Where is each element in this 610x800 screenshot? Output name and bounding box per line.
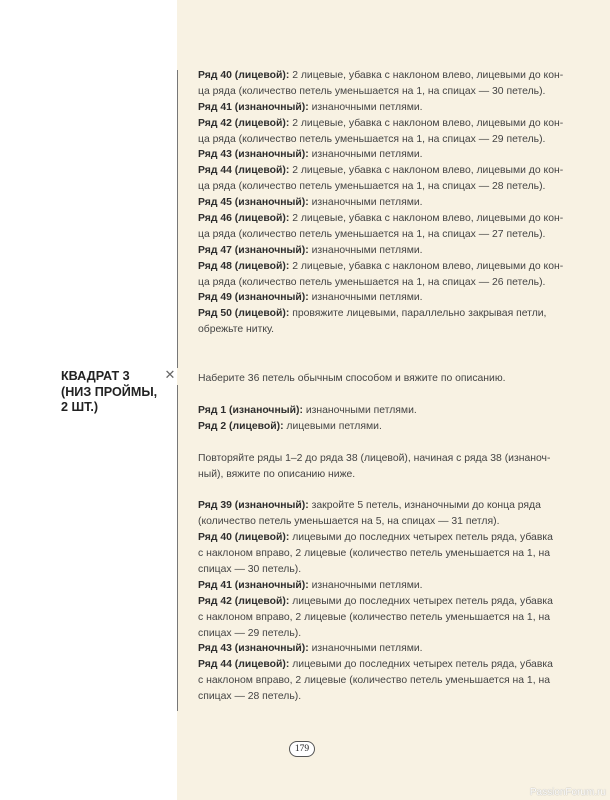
row-text: спицах — 28 петель). [198,691,302,703]
row-text: провяжите лицевыми, параллельно закрывая петли, [289,308,547,320]
row-text: изнаночными петлями. [308,101,423,113]
row-label: Ряд 45 (изнаночный): [198,197,309,209]
instruction-line [198,179,553,195]
row-text: лицевыми петлями. [283,420,382,432]
instruction-line [198,116,564,132]
row-label: Ряд 44 (лицевой): [198,165,290,177]
instruction-line [198,84,553,100]
square3-instructions [198,371,553,705]
row-label: Ряд 42 (лицевой): [198,595,290,607]
section-title-line: (НИЗ ПРОЙМЫ, [61,384,158,399]
shaping-rows [198,498,553,705]
instruction-line [198,419,553,435]
row-text: изнаночными петлями. [308,579,423,591]
instruction-line [198,546,553,562]
section-title-line: 2 ШТ.) [61,400,99,415]
row-text: 2 лицевые, убавка с наклоном влево, лицевыми до кон- [289,117,564,129]
initial-rows [198,403,553,435]
instruction-line [198,610,553,626]
instruction-line [198,163,564,179]
row-text: с наклоном вправо, 2 лицевые (количество петель уменьшается на 1, на [198,548,551,560]
row-label: Ряд 41 (изнаночный): [198,101,309,113]
row-text: обрежьте нитку. [198,324,275,336]
instruction-line [198,100,553,116]
row-label: Ряд 47 (изнаночный): [198,244,309,256]
row-label: Ряд 41 (изнаночный): [198,579,309,591]
cast-on-instruction: Наберите 36 петель обычным способом и вяжите по описанию. [198,373,506,384]
instruction-line [198,514,553,530]
instruction-line [198,132,553,148]
row-text: ца ряда (количество петель уменьшается на 1, на спицах — 30 петель). [198,85,546,97]
rows-block-continued [198,68,564,338]
repeat-instruction-line: ный), вяжите по описанию ниже. [198,468,356,480]
row-text: спицах — 30 петель). [198,564,302,576]
instruction-line [198,227,553,243]
instruction-line [198,306,553,322]
instruction-line [198,195,553,211]
row-text: ца ряда (количество петель уменьшается на 1, на спицах — 29 петель). [198,133,546,145]
row-label: Ряд 44 (лицевой): [198,659,290,671]
row-text: изнаночными петлями. [308,292,423,304]
row-text: ца ряда (количество петель уменьшается на 1, на спицах — 27 петель). [198,228,546,240]
watermark: PassionForum.ru [529,787,606,798]
row-label: Ряд 2 (лицевой): [198,420,284,432]
row-text: 2 лицевые, убавка с наклоном влево, лицевыми до кон- [289,165,564,177]
row-text: с наклоном вправо, 2 лицевые (количество петель уменьшается на 1, на [198,611,551,623]
cross-mark-icon: ✕ [164,367,176,382]
row-text: изнаночными петлями. [302,404,417,416]
row-text: 2 лицевые, убавка с наклоном влево, лицевыми до кон- [289,70,564,81]
row-label: Ряд 48 (лицевой): [198,260,290,272]
margin-rule-top [177,70,178,368]
row-label: Ряд 49 (изнаночный): [198,292,309,304]
row-text: лицевыми до последних четырех петель ряда, убавка [289,595,553,607]
instruction-line [198,689,553,705]
row-text: изнаночными петлями. [308,244,423,256]
row-text: ца ряда (количество петель уменьшается на 1, на спицах — 26 петель). [198,276,546,288]
row-text: изнаночными петлями. [308,643,423,655]
row-text: лицевыми до последних четырех петель ряда, убавка [289,532,553,544]
instruction-line [198,626,553,642]
row-text: (количество петель уменьшается на 5, на спицах — 31 петля). [198,516,500,528]
row-label: Ряд 46 (лицевой): [198,213,290,225]
instruction-line [198,673,553,689]
row-text: лицевыми до последних четырех петель ряда, убавка [289,659,553,671]
instruction-line [198,594,553,610]
row-label: Ряд 40 (лицевой): [198,70,290,81]
instruction-line [198,290,553,306]
row-label: Ряд 43 (изнаночный): [198,149,309,161]
row-label: Ряд 50 (лицевой): [198,308,290,320]
row-text: с наклоном вправо, 2 лицевые (количество петель уменьшается на 1, на [198,675,551,687]
row-label: Ряд 40 (лицевой): [198,532,290,544]
row-text: изнаночными петлями. [308,197,423,209]
row-text: 2 лицевые, убавка с наклоном влево, лицевыми до кон- [289,213,564,225]
row-text: спицах — 29 петель). [198,627,302,639]
row-label: Ряд 43 (изнаночный): [198,643,309,655]
margin-rule-bottom [177,385,178,711]
instruction-line [198,147,553,163]
instruction-line [198,578,553,594]
row-label: Ряд 42 (лицевой): [198,117,290,129]
row-text: 2 лицевые, убавка с наклоном влево, лицевыми до кон- [289,260,564,272]
section-title [61,369,171,416]
instruction-line [198,657,553,673]
page-number: 179 [289,741,315,757]
instruction-line [198,243,553,259]
instruction-line [198,322,553,338]
instruction-line [198,562,553,578]
instruction-line [198,259,564,275]
row-label: Ряд 1 (изнаночный): [198,404,303,416]
instruction-line [198,530,553,546]
instruction-line [198,403,553,419]
instruction-line [198,211,564,227]
row-text: ца ряда (количество петель уменьшается на 1, на спицах — 28 петель). [198,181,546,193]
row-text: изнаночными петлями. [308,149,423,161]
section-title-line: КВАДРАТ 3 [61,369,130,383]
row-text: закройте 5 петель, изнаночными до конца ряда [308,500,541,512]
instruction-line [198,275,553,291]
instruction-line [198,68,564,84]
repeat-instruction-line: Повторяйте ряды 1–2 до ряда 38 (лицевой), начиная с ряда 38 (изнаноч- [198,452,551,464]
row-label: Ряд 39 (изнаночный): [198,500,309,512]
instruction-line [198,498,553,514]
instruction-line [198,641,553,657]
